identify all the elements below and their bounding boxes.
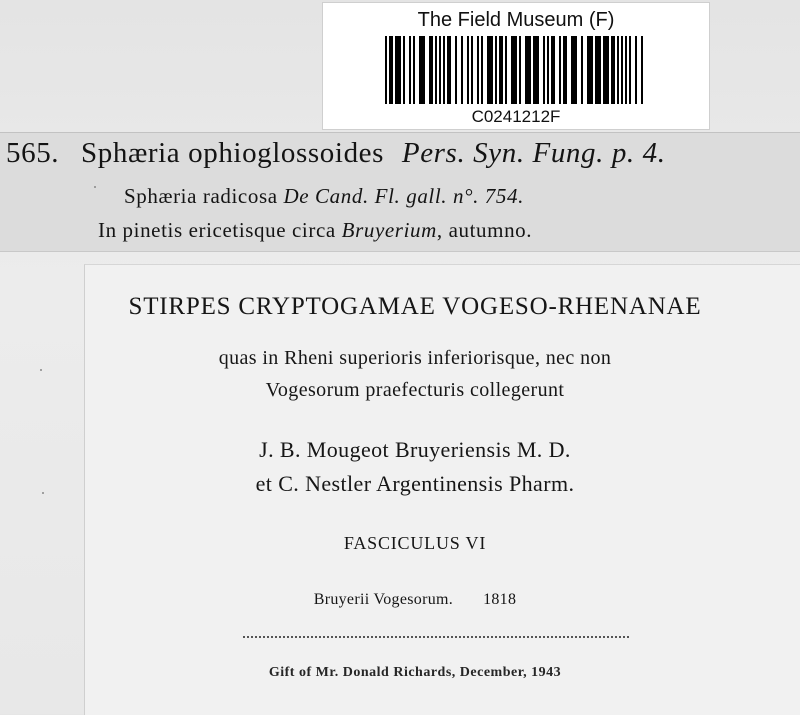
barcode-bar [439,36,441,104]
barcode-bar [595,36,601,104]
series-description-line-1: quas in Rheni superioris inferiorisque, nec non [218,347,612,369]
exsiccata-label [84,264,800,715]
barcode-label [322,2,710,130]
species-label [0,132,800,252]
barcode-bar [635,36,637,104]
synonym-line [124,184,524,209]
barcode-bar [395,36,401,104]
barcode-bar [543,36,545,104]
barcode-bar [641,36,643,104]
barcode-bar [525,36,531,104]
barcode-bar [581,36,583,104]
collector-line-2: et C. Nestler Argentinensis Pharm. [255,471,575,496]
locality-place: Bruyerium [341,218,437,242]
barcode-bar [571,36,577,104]
barcode-bar [629,36,631,104]
barcode-bar [559,36,561,104]
sheet-speck [94,186,96,188]
barcode-bar [547,36,549,104]
barcode-bar [477,36,479,104]
barcode [385,36,647,104]
barcode-bar [587,36,593,104]
publication-year: 1818 [483,591,517,608]
barcode-bar [413,36,415,104]
barcode-bar [429,36,433,104]
barcode-bar [467,36,469,104]
barcode-bar [519,36,521,104]
synonym-citation: De Cand. Fl. gall. n°. 754. [283,184,524,208]
barcode-bar [419,36,425,104]
barcode-bar [461,36,463,104]
collector-line-1: J. B. Mougeot Bruyeriensis M. D. [259,437,571,462]
sheet-speck [40,369,42,371]
barcode-bar [621,36,623,104]
sheet-speck [42,492,44,494]
barcode-bar [471,36,473,104]
species-citation: Pers. Syn. Fung. p. 4. [401,137,666,169]
barcode-bar [603,36,609,104]
species-title-line [6,137,666,170]
species-name: Sphæria ophioglossoides [81,137,385,169]
barcode-bar [403,36,405,104]
barcode-bar [563,36,567,104]
barcode-bar [481,36,483,104]
barcode-bar [533,36,539,104]
barcode-bar [495,36,497,104]
locality-line [98,218,532,243]
barcode-bar [447,36,451,104]
dotted-divider [243,636,629,638]
barcode-bar [385,36,387,104]
series-description-line-2: Vogesorum praefecturis collegerunt [265,379,565,401]
barcode-bar [443,36,445,104]
barcode-bar [409,36,411,104]
series-title: STIRPES CRYPTOGAMAE VOGESO-RHENANAE [128,293,702,320]
barcode-bar [487,36,493,104]
exsiccata-number: 565. [6,137,60,169]
institution-name: The Field Museum (F) [417,9,615,31]
catalog-number: C0241212F [471,107,561,126]
gift-note: Gift of Mr. Donald Richards, December, 1943 [268,665,562,680]
publication-place-year [85,591,745,609]
locality-season: , autumno. [436,218,533,242]
barcode-bar [617,36,619,104]
barcode-bar [455,36,457,104]
fascicle: FASCICULUS VI [343,533,487,553]
barcode-bar [499,36,503,104]
publication-place: Bruyerii Vogesorum. [313,591,454,608]
barcode-bar [389,36,393,104]
barcode-bar [505,36,507,104]
barcode-bar [625,36,627,104]
locality-prefix: In pinetis ericetisque circa [98,218,336,242]
barcode-bar [551,36,555,104]
barcode-bar [611,36,615,104]
barcode-bar [435,36,437,104]
synonym-name: Sphæria radicosa [124,184,278,208]
barcode-bar [511,36,517,104]
